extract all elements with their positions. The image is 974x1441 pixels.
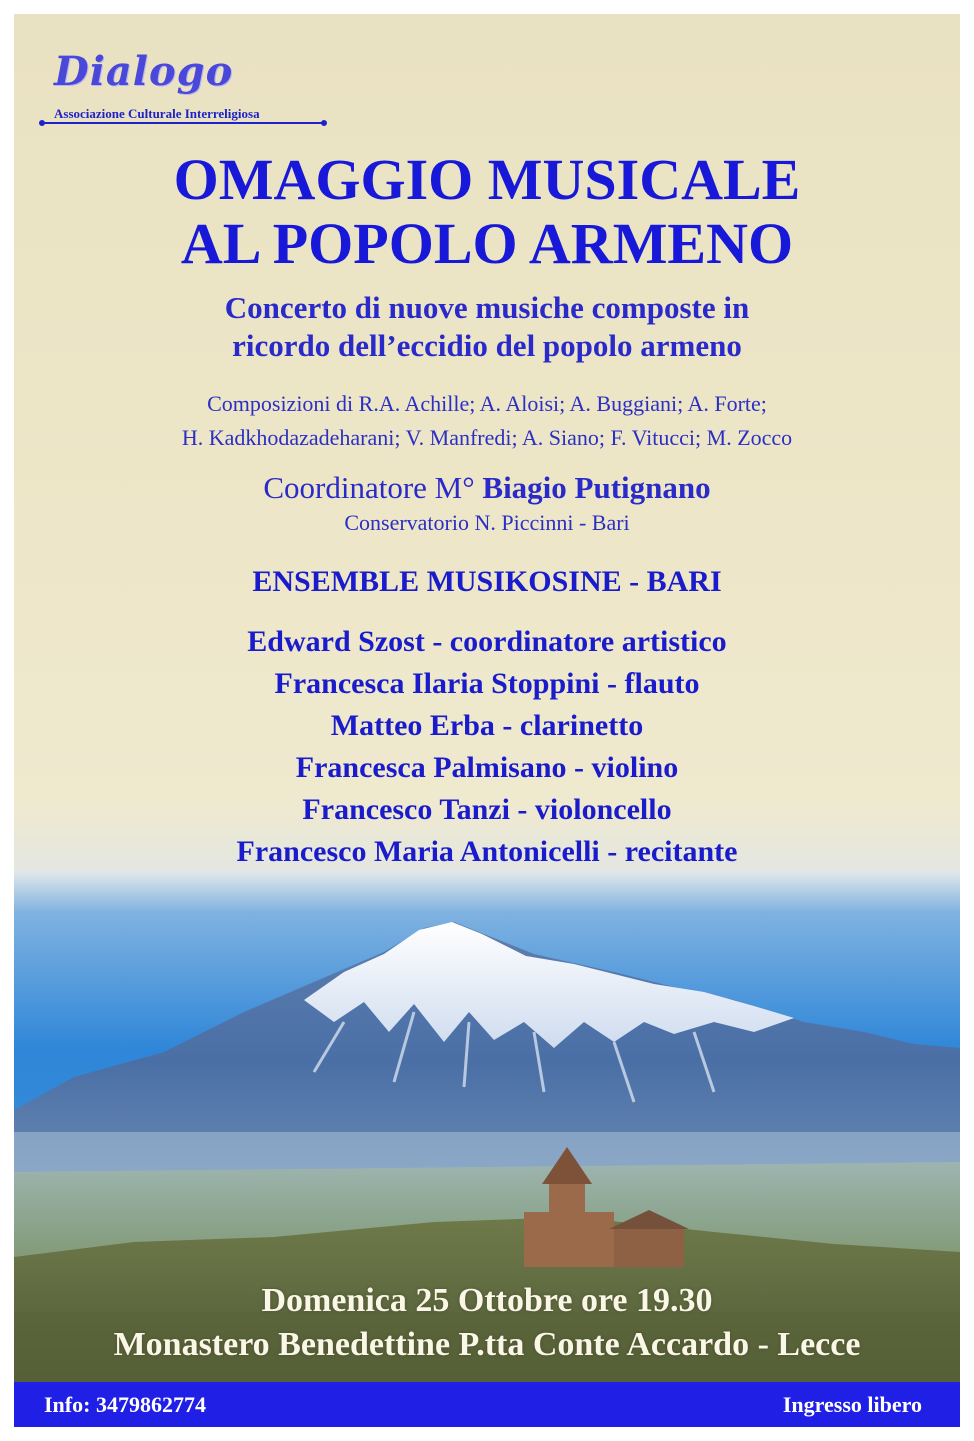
member-item: Francesco Tanzi - violoncello	[302, 793, 672, 826]
poster-title	[14, 148, 960, 276]
title-line: OMAGGIO MUSICALE	[173, 147, 801, 212]
event-date: Domenica 25 Ottobre ore 19.30	[261, 1282, 713, 1319]
member-item: Edward Szost - coordinatore artistico	[247, 625, 727, 658]
poster	[14, 14, 960, 1427]
coordinator	[14, 470, 960, 506]
member-item: Francesco Maria Antonicelli - recitante	[236, 835, 738, 868]
compositions-line: Composizioni di R.A. Achille; A. Aloisi; A. Buggiani; A. Forte;	[207, 391, 767, 416]
member-list	[14, 621, 960, 873]
footer-bar	[14, 1382, 960, 1427]
poster-subtitle	[14, 289, 960, 365]
coordinator-affiliation: Conservatorio N. Piccinni - Bari	[344, 510, 630, 535]
member-item: Matteo Erba - clarinetto	[330, 709, 644, 742]
compositions-line: H. Kadkhodazadeharani; V. Manfredi; A. Siano; F. Vitucci; M. Zocco	[181, 425, 793, 450]
member-item: Francesca Ilaria Stoppini - flauto	[274, 667, 700, 700]
event-place: Monastero Benedettine P.tta Conte Accardo - Lecce	[113, 1326, 861, 1363]
member-item: Francesca Palmisano - violino	[295, 751, 679, 784]
subtitle-line: Concerto di nuove musiche composte in	[224, 290, 750, 325]
admission-note: Ingresso libero	[782, 1392, 922, 1417]
subtitle-line: ricordo dell’eccidio del popolo armeno	[232, 328, 742, 363]
info-phone: Info: 3479862774	[44, 1392, 206, 1417]
logo-subtitle: Associazione Culturale Interreligiosa	[54, 106, 260, 121]
compositions	[14, 387, 960, 455]
title-line: AL POPOLO ARMENO	[180, 211, 794, 276]
ensemble-name: ENSEMBLE MUSIKOSINE - BARI	[252, 565, 722, 598]
logo-underline	[42, 122, 324, 124]
coordinator-name: Biagio Putignano	[482, 470, 711, 505]
coordinator-prefix: Coordinatore M°	[263, 470, 483, 505]
logo-dialogo: Dialogo	[54, 48, 234, 95]
